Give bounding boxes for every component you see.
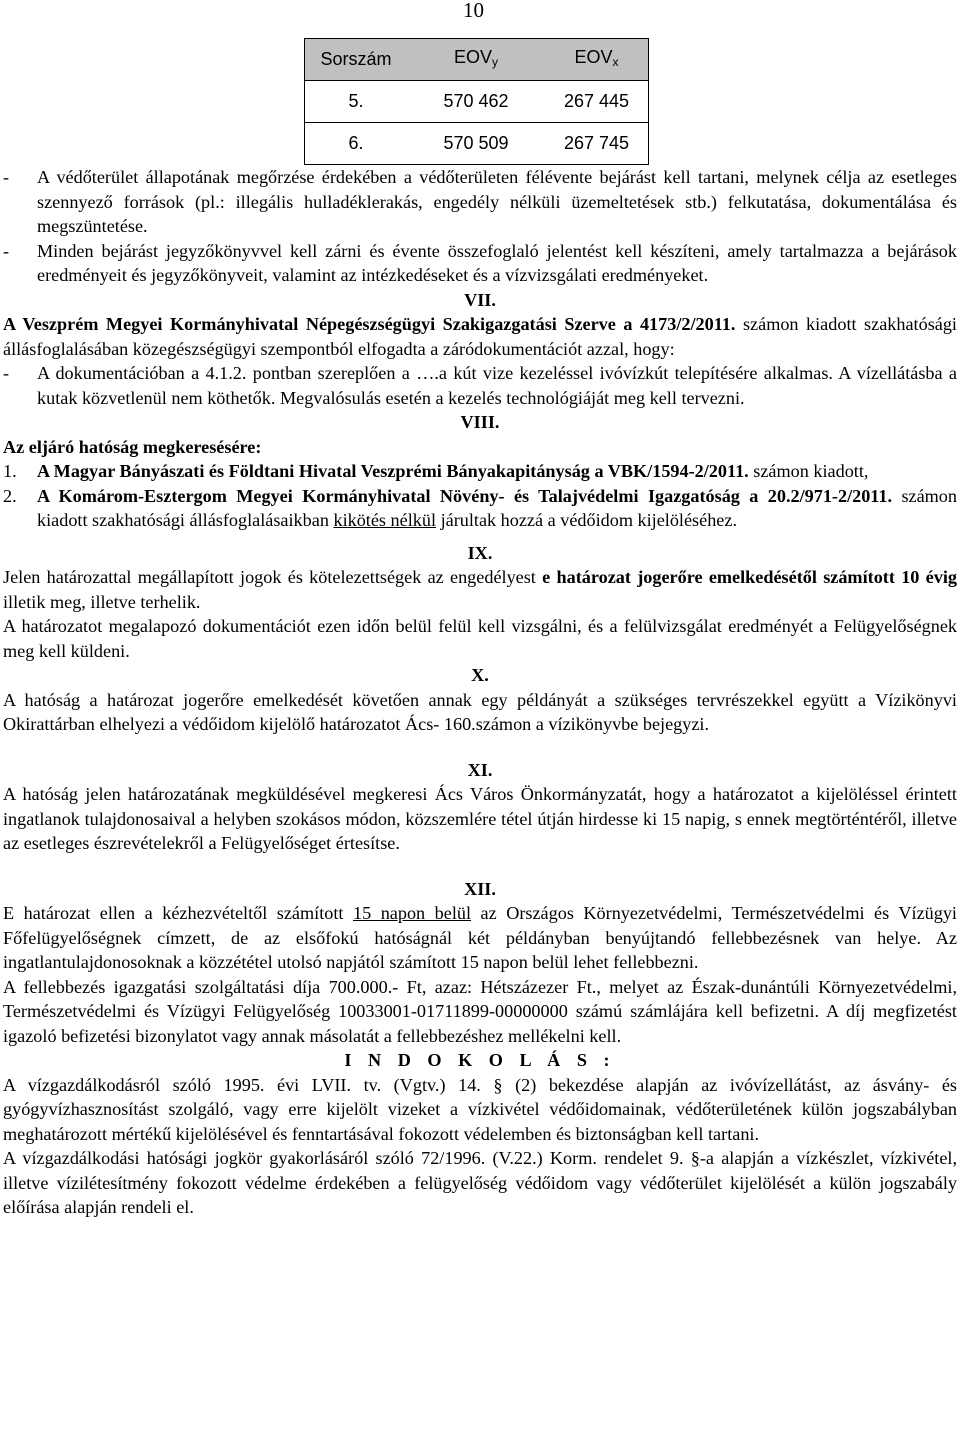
- paragraph-viii-title: Az eljáró hatóság megkeresésére:: [3, 436, 262, 457]
- header-eov-y: $EOV_y$: [407, 39, 545, 81]
- page-number: 10: [463, 0, 484, 22]
- bullet-report: - Minden bejárást jegyzőkönyvvel kell zárni és évente összefoglaló jelentést kell készíteni, amely tartalmazza a bejárások eredményeit és jegyzőkönyveit, valamint az intézkedéseket és a vízvizsgálati eredményeket.: [3, 240, 957, 285]
- numbered-item-2: 2. A Komárom-Esztergom Megyei Kormányhivatal Növény- és Talajvédelmi Igazgatóság a 20.2/971-2/2011. számon kiadott szakhatósági állásfoglalásaikban kikötés nélkül járultak hozzá a védőidom kijelöléséhez.: [3, 485, 957, 530]
- header-sorszam: Sorszám: [305, 39, 408, 81]
- table-header-row: [305, 39, 649, 81]
- table-row: [305, 123, 649, 165]
- table-cell: 6.: [305, 123, 408, 165]
- paragraph-indoklas-2: A vízgazdálkodási hatósági jogkör gyakorlásáról szóló 72/1996. (V.22.) Korm. rendelet 9. §-a alapján a vízkészlet, vízkivétel, illetve vízilétesítmény fokozott védelme érdekében a felügyelőség védőidom vagy védőterület kijelölését a külön jogszabály előírása alapján rendeli el.: [3, 1148, 958, 1217]
- table-cell: 570 462: [407, 81, 545, 123]
- document-body: [3, 165, 957, 1220]
- section-heading-xii: XII.: [464, 878, 496, 899]
- header-eov-x: $EOV_x$: [545, 39, 649, 81]
- section-heading-xi: XI.: [467, 759, 493, 780]
- table-row: [305, 81, 649, 123]
- paragraph-x: A hatóság a határozat jogerőre emelkedését követően annak egy példányát a szükséges tervrészekkel együtt a Vízikönyvi Okirattárban elhelyezi a védőidom kijelölő határozatot Ács- 160.számon a vízikönyvbe bejegyzi.: [3, 689, 957, 734]
- section-heading-ix: IX.: [467, 542, 493, 563]
- table-cell: 570 509: [407, 123, 545, 165]
- section-heading-viii: VIII.: [460, 412, 500, 432]
- coordinates-table: [304, 38, 649, 165]
- section-heading-vii: VII.: [464, 289, 496, 310]
- paragraph-ix-b: A határozatot megalapozó dokumentációt ezen időn belül felül kell vizsgálni, és a felülvizsgálat eredményét a Felügyelőségnek meg kell küldeni.: [3, 616, 957, 661]
- paragraph-indoklas-1: A vízgazdálkodásról szóló 1995. évi LVII. tv. (Vgtv.) 14. § (2) bekezdése alapján az ivóvízellátást, az ásvány- és gyógyvízhasznosítást szolgáló, vagy erre kijelölt vizeket a vízkivétel védőidomainak, védőterületének külön jogszabályban meghatározott mértékű kijelölésével és fenntartásával fokozott védelemben és biztonságban kell tartani.: [3, 1074, 957, 1144]
- table-cell: 267 445: [545, 81, 649, 123]
- section-heading-indoklas: I N D O K O L Á S :: [344, 1050, 616, 1070]
- table-cell: 5.: [305, 81, 408, 123]
- paragraph-ix-a: Jelen határozattal megállapított jogok és kötelezettségek az engedélyest e határozat jogerőre emelkedésétől számított 10 évig illetik meg, illetve terhelik.: [3, 567, 957, 612]
- paragraph-xii-a: E határozat ellen a kézhezvételtől számított 15 napon belül az Országos Környezetvédelmi, Természetvédelmi és Vízügyi Főfelügyelőségnek címzett, de az elsőfokú hatóságnál két példányban benyújtandó fellebbezésnek van helye. Az ingatlantulajdonosoknak a közzététel utolsó napjától számított 15 napon belül lehet fellebbezni.: [3, 903, 957, 972]
- paragraph-xi: A hatóság jelen határozatának megküldésével megkeresi Ács Város Önkormányzatát, hogy a határozatot a kijelöléssel érintett ingatlanok tulajdonosaival a helyben szokásos módon, közszemlére tétel útján hirdesse ki 15 napig, s ennek megtörténtéről, illetve az esetleges észrevételekről a Felügyelőséget értesítse.: [3, 784, 957, 853]
- bullet-documentation: - A dokumentációban a 4.1.2. pontban szereplően a ….a kút vize kezeléssel ivóvízkút telepítésére alkalmas. A vízellátásba a kutak közvetlenül nem köthetők. Megvalósulás esetén a kezelés technológiáját meg kell tervezni.: [3, 363, 957, 408]
- bullet-inspection: - A védőterület állapotának megőrzése érdekében a védőterületen félévente bejárást kell tartani, melynek célja az esetleges szennyező források (pl.: illegális hulladéklerakás, engedély nélküli üzemeltetések stb.) felkutatása, dokumentálása és megszüntetése.: [3, 167, 957, 236]
- paragraph-vii: A Veszprém Megyei Kormányhivatal Népegészségügyi Szakigazgatási Szerve a 4173/2/2011. számon kiadott szakhatósági állásfoglalásában közegészségügyi szempontból elfogadta a záródokumentációt azzal, hogy:: [3, 314, 957, 359]
- section-heading-x: X.: [471, 665, 489, 685]
- paragraph-xii-b: A fellebbezés igazgatási szolgáltatási díja 700.000.- Ft, azaz: Hétszázezer Ft., melyet az Észak-dunántúli Környezetvédelmi, Természetvédelmi és Vízügyi Felügyelőség 10033001-01711899-00000000 számú számlájára kell befizetni. A díj megfizetést igazoló befizetési bizonylatot vagy annak másolatát a fellebbezéshez mellékelni kell.: [3, 976, 957, 1046]
- numbered-item-1: 1. A Magyar Bányászati és Földtani Hivatal Veszprémi Bányakapitányság a VBK/1594-2/2011. számon kiadott,: [3, 461, 869, 481]
- table-cell: 267 745: [545, 123, 649, 165]
